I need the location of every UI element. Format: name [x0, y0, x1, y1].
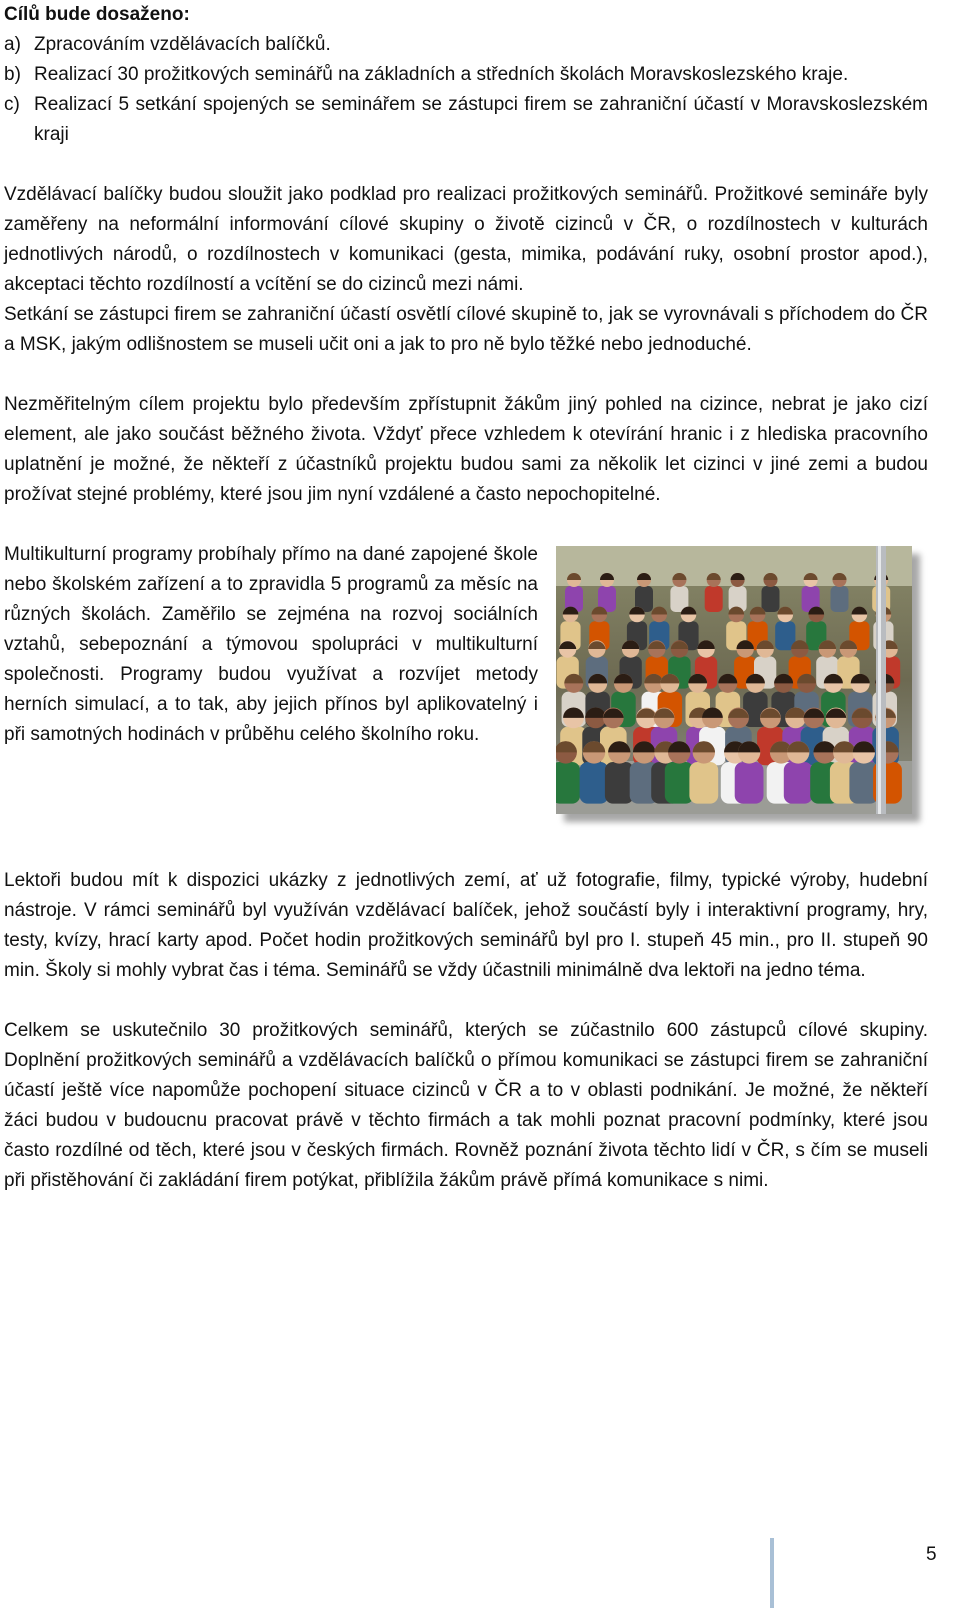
photo-person-body: [831, 586, 849, 612]
goal-text-b: Realizací 30 prožitkových seminářů na základních a středních školách Moravskoslezského kraje.: [34, 64, 849, 85]
paragraph-gap: [4, 360, 928, 390]
paragraph-multicultural-programs: Multikulturní programy probíhaly přímo na dané zapojené škole nebo školském zařízení a to zpravidla 5 programů za měsíc na různých školách. Zaměřilo se zejména na rozvoj sociálních vztahů, sebepoznání a týmovou spolupráci v multikulturní společnosti. Programy budou využívat a rozvíjet metody herních simulací, a to tak, aby jejich přínos byl aplikovatelný i při samotných hodinách v průběhu celého školního roku.: [4, 544, 538, 745]
goal-marker-c: c): [4, 94, 20, 115]
goal-item-a: [4, 30, 928, 60]
paragraph-summary: Celkem se uskutečnilo 30 prožitkových seminářů, kterých se zúčastnilo 600 zástupců cílové skupiny. Doplnění prožitkových seminářů a vzdělávacích balíčků o přímou komunikaci se zástupci firem se zahraniční účastí ještě více napomůže pochopení situace cizinců v ČR a to v oblasti podnikání. Je možné, že někteří žáci budou v budoucnu pracovat právě v těchto firmách a tak mohli poznat pracovní podmínky, které jsou často rozdílné od těch, které jsou v českých firmách. Rovněž poznání života těchto lidí v ČR, s čím se museli při přistěhování či zakládání firem potýkat, přiblížila žákům právě přímá komunikace s nimi.: [4, 1020, 928, 1191]
photo-person-body: [705, 586, 723, 612]
goals-heading: Cílů bude dosaženo:: [4, 4, 190, 25]
goal-item-b: [4, 60, 928, 90]
photo-person-body: [784, 762, 813, 804]
paragraph-gap: [4, 150, 928, 180]
group-photo-illustration: [556, 546, 912, 814]
goal-marker-b: b): [4, 64, 21, 85]
photo-person-body: [689, 762, 718, 804]
paragraph-gap: [4, 986, 928, 1016]
goal-marker-a: a): [4, 34, 21, 55]
paragraph-company-meetings: Setkání se zástupci firem se zahraniční účastí osvětlí cílové skupině to, jak se vyrovnávali s příchodem do ČR a MSK, jakým odlišnostem se museli učit oni a jak to pro ně bylo těžké nebo jednoduché.: [4, 304, 928, 355]
group-photo: [556, 546, 928, 824]
paragraph-gap: [4, 836, 928, 866]
photo-person-body: [735, 762, 764, 804]
paragraph-lecturers: Lektoři budou mít k dispozici ukázky z jednotlivých zemí, ať už fotografie, filmy, typické výroby, hudební nástroje. V rámci seminářů byl využíván vzdělávací balíček, jehož součástí byly i interaktivní programy, hry, testy, kvízy, hrací karty apod. Počet hodin prožitkových seminářů byl pro I. stupeň 45 min., pro II. stupeň 90 min. Školy si mohly vybrat čas i téma. Seminářů se vždy účastnili minimálně dva lektoři na jedno téma.: [4, 870, 928, 981]
photo-person-body: [580, 762, 609, 804]
paragraph-immeasurable-goal: Nezměřitelným cílem projektu bylo především zpřístupnit žákům jiný pohled na cizince, nebrat je jako cizí element, ale jako součást běžného života. Vždyť přece vzhledem k otevírání hranic i z hlediska pracovního uplatnění je možné, že někteří z účastníků projektu budou sami za několik let cizinci v jiné zemi a budou prožívat stejné problémy, které jsou jim nyní vzdálené a často nepochopitelné.: [4, 394, 928, 505]
photo-person-body: [605, 762, 634, 804]
group-photo-frame: [556, 546, 912, 814]
goal-text-a: Zpracováním vzdělávacích balíčků.: [34, 34, 331, 55]
goal-item-c: [4, 90, 928, 150]
page-number: 5: [926, 1544, 937, 1565]
paragraph-gap: [4, 510, 928, 540]
photo-person-body: [556, 762, 580, 804]
goal-text-c: Realizací 5 setkání spojených se seminářem se zástupci firem se zahraniční účastí v Moravskoslezském kraji: [34, 94, 928, 145]
document-page: [4, 0, 928, 1196]
photo-person-body: [665, 762, 694, 804]
paragraph-seminars: Vzdělávací balíčky budou sloužit jako podklad pro realizaci prožitkových seminářů. Prožitkové semináře byly zaměřeny na neformální informování cílové skupiny o životě cizinců v ČR, o rozdílnostech v kulturách jednotlivých národů, o rozdílnostech v komunikaci (gesta, mimika, podávání ruky, osobní prostor apod.), akceptaci těchto rozdílností a vcítění se do cizinců mezi námi.: [4, 184, 928, 295]
footer-rule: [770, 1538, 774, 1608]
photo-person-body: [762, 586, 780, 612]
